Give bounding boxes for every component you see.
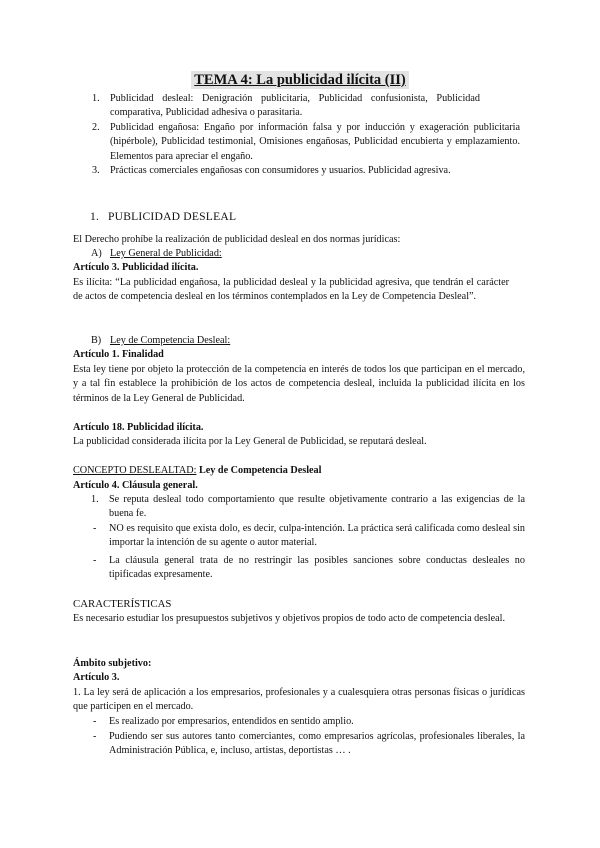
article-heading: Artículo 1. Finalidad — [73, 349, 164, 360]
toc-number: 2. — [92, 122, 100, 133]
concept-heading — [73, 464, 321, 478]
toc-item: Publicidad engañosa: Engaño por información falsa y por inducción y exageración publicitaria (hipérbole), Publicidad testimonial, Omisiones engañosas, Publicidad encubierta y emplazamiento. Elementos para apreciar el engaño. — [110, 122, 520, 162]
list-item: La cláusula general trata de no restringir las posibles sanciones sobre conductas desleales no tipificadas expresamente. — [109, 555, 525, 581]
article-heading: Artículo 3. — [73, 672, 120, 683]
list-marker: - — [93, 555, 97, 566]
section-heading: PUBLICIDAD DESLEAL — [108, 210, 237, 223]
list-item: Se reputa desleal todo comportamiento que resulte objetivamente contrario a las exigencias de la buena fe. — [109, 494, 525, 520]
article-heading: Artículo 18. Publicidad ilícita. — [73, 422, 204, 433]
page-title: TEMA 4: La publicidad ilícita (II) — [0, 72, 600, 89]
list-item: Pudiendo ser sus autores tanto comerciantes, como empresarios agrícolas, profesionales liberales, la Administración Pública, e, incluso, artistas, deportistas … . — [109, 731, 525, 757]
article-heading: Artículo 3. Publicidad ilícita. — [73, 262, 199, 273]
list-marker: - — [93, 716, 97, 727]
law-label: Ley General de Publicidad: — [110, 248, 222, 259]
concept-law: Ley de Competencia Desleal — [198, 465, 322, 476]
toc-item: Publicidad desleal: Denigración publicitaria, Publicidad confusionista, Publicidad comparativa, Publicidad adhesiva o parasitaria. — [110, 93, 480, 119]
list-marker: - — [93, 731, 97, 742]
list-letter: A) — [91, 248, 102, 259]
list-marker: - — [93, 523, 97, 534]
article-heading: Artículo 4. Cláusula general. — [73, 480, 198, 491]
concept-label: CONCEPTO DESLEALTAD: — [73, 465, 197, 476]
subjective-heading: Ámbito subjetivo: — [73, 658, 152, 669]
article-text: 1. La ley será de aplicación a los empresarios, profesionales y a cualesquiera otras personas físicas o jurídicas que participen en el mercado. — [73, 687, 525, 713]
article-text: Es ilícita: “La publicidad engañosa, la publicidad desleal y la publicidad agresiva, que tendrán el carácter de actos de competencia desleal en los términos contemplados en la Ley de Competencia Desleal”. — [73, 277, 509, 303]
list-marker: 1. — [91, 494, 99, 505]
toc-item: Prácticas comerciales engañosas con consumidores y usuarios. Publicidad agresiva. — [110, 165, 451, 176]
law-label: Ley de Competencia Desleal: — [110, 335, 231, 346]
list-item: NO es requisito que exista dolo, es decir, culpa-intención. La práctica será calificada como desleal sin importar la intención de su agente o autor material. — [109, 523, 525, 549]
characteristics-text: Es necesario estudiar los presupuestos subjetivos y objetivos propios de todo acto de competencia desleal. — [73, 613, 506, 624]
section-number: 1. — [90, 210, 100, 223]
article-text: La publicidad considerada ilícita por la Ley General de Publicidad, se reputará desleal. — [73, 436, 427, 447]
toc-number: 1. — [92, 93, 100, 104]
list-letter: B) — [91, 335, 102, 346]
intro-text: El Derecho prohíbe la realización de publicidad desleal en dos normas jurídicas: — [73, 234, 401, 245]
article-text: Esta ley tiene por objeto la protección de la competencia en interés de todos los que participan en el mercado, y a tal fin establece la prohibición de los actos de competencia desleal, incluida la publicidad ilícita en los términos de la Ley General de Publicidad. — [73, 364, 525, 404]
characteristics-heading: CARACTERÍSTICAS — [73, 598, 172, 610]
list-item: Es realizado por empresarios, entendidos en sentido amplio. — [109, 716, 354, 727]
toc-number: 3. — [92, 165, 100, 176]
